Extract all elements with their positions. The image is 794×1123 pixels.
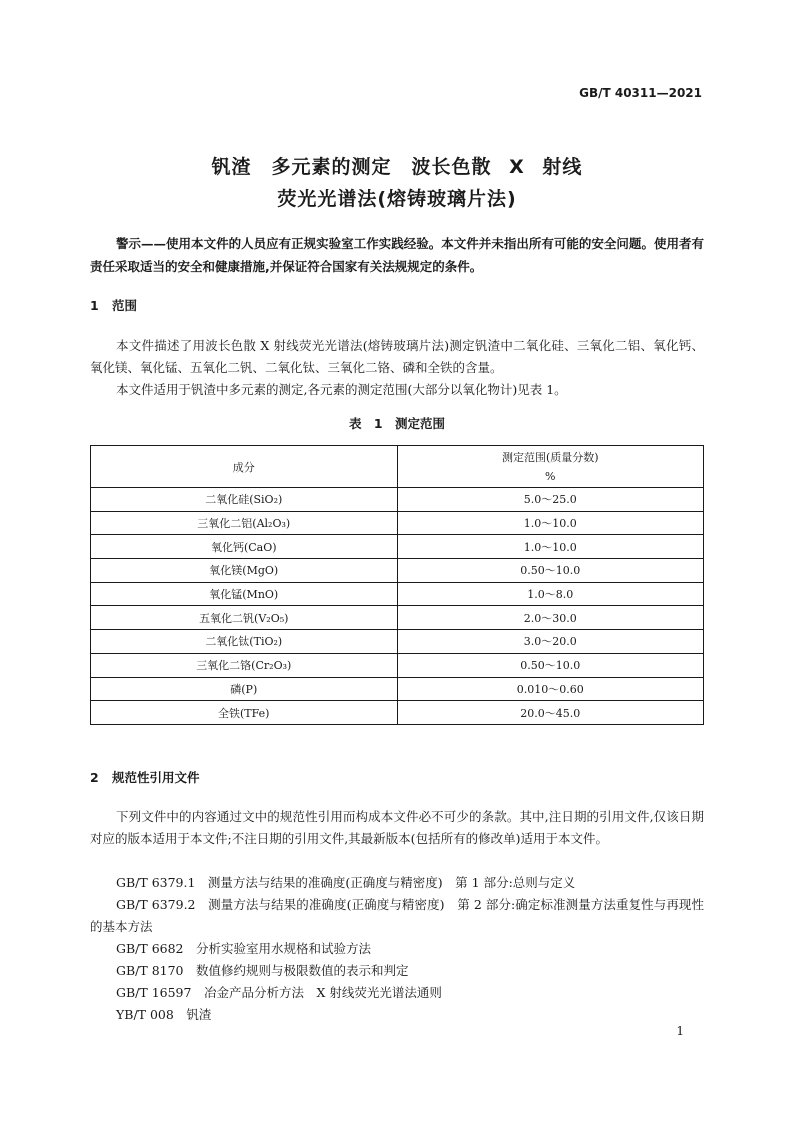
reference-item: GB/T 8170 数值修约规则与极限数值的表示和判定 [116,963,409,978]
reference-item: GB/T 16597 冶金产品分析方法 X 射线荧光光谱法通则 [116,985,442,1000]
range-cell: 1.0～8.0 [397,582,704,606]
section-1-heading [90,296,137,314]
page-number: 1 [676,1024,684,1038]
table-row [91,653,704,677]
table-row [91,535,704,559]
component-cell: 三氧化二铝(Al₂O₃) [91,511,398,535]
component-cell: 氧化锰(MnO) [91,582,398,606]
table-row [91,488,704,512]
standard-number: GB/T 40311—2021 [579,86,702,100]
range-cell: 5.0～25.0 [397,488,704,512]
table-1-caption: 表 1 测定范围 [348,416,446,431]
table-row [91,511,704,535]
component-cell: 氧化镁(MgO) [91,559,398,583]
section-1-number: 1 [90,298,99,313]
table-row [91,701,704,725]
range-cell: 0.010～0.60 [397,677,704,701]
table-header-range-unit: % [545,469,556,483]
range-cell: 1.0～10.0 [397,535,704,559]
component-cell: 五氧化二钒(V₂O₅) [91,606,398,630]
component-cell: 二氧化硅(SiO₂) [91,488,398,512]
section-2-heading [90,768,200,786]
range-cell: 0.50～10.0 [397,653,704,677]
section-1-title: 范围 [112,298,138,313]
table-row [91,559,704,583]
component-cell: 氧化钙(CaO) [91,535,398,559]
range-cell: 0.50～10.0 [397,559,704,583]
table-row [91,677,704,701]
table-row [91,630,704,654]
scope-paragraph-2: 本文件适用于钒渣中多元素的测定,各元素的测定范围(大部分以氧化物计)见表 1。 [116,382,567,397]
measurement-range-table [90,445,704,725]
document-title-line1: 钒渣 多元素的测定 波长色散 X 射线 [211,156,583,178]
table-header-range [397,446,704,488]
table-row [91,606,704,630]
scope-paragraph-1: 本文件描述了用波长色散 X 射线荧光光谱法(熔铸玻璃片法)测定钒渣中二氧化硅、三氧化二铝、氧化钙、氧化镁、氧化锰、五氧化二钒、二氧化钛、三氧化二铬、磷和全铁的含量。 [90,338,704,375]
table-row [91,582,704,606]
reference-item: GB/T 6682 分析实验室用水规格和试验方法 [116,941,372,956]
safety-warning: 警示——使用本文件的人员应有正规实验室工作实践经验。本文件并未指出所有可能的安全问题。使用者有责任采取适当的安全和健康措施,并保证符合国家有关法规规定的条件。 [90,236,704,274]
reference-item: GB/T 6379.2 测量方法与结果的准确度(正确度与精密度) 第 2 部分:确定标准测量方法重复性与再现性的基本方法 [90,897,704,934]
component-cell: 三氧化二铬(Cr₂O₃) [91,653,398,677]
table-header-range-label: 测定范围(质量分数) [501,450,599,464]
reference-item: GB/T 6379.1 测量方法与结果的准确度(正确度与精密度) 第 1 部分:总则与定义 [116,875,576,890]
range-cell: 1.0～10.0 [397,511,704,535]
range-cell: 3.0～20.0 [397,630,704,654]
table-header-component: 成分 [91,446,398,488]
component-cell: 磷(P) [91,677,398,701]
component-cell: 全铁(TFe) [91,701,398,725]
reference-item: YB/T 008 钒渣 [116,1007,212,1022]
document-title-line2: 荧光光谱法(熔铸玻璃片法) [277,188,517,210]
range-cell: 2.0～30.0 [397,606,704,630]
component-cell: 二氧化钛(TiO₂) [91,630,398,654]
section-2-title: 规范性引用文件 [112,770,200,785]
references-intro: 下列文件中的内容通过文中的规范性引用而构成本文件必不可少的条款。其中,注日期的引用文件,仅该日期对应的版本适用于本文件;不注日期的引用文件,其最新版本(包括所有的修改单)适用于本文件。 [90,809,704,846]
section-2-number: 2 [90,770,99,785]
range-cell: 20.0～45.0 [397,701,704,725]
